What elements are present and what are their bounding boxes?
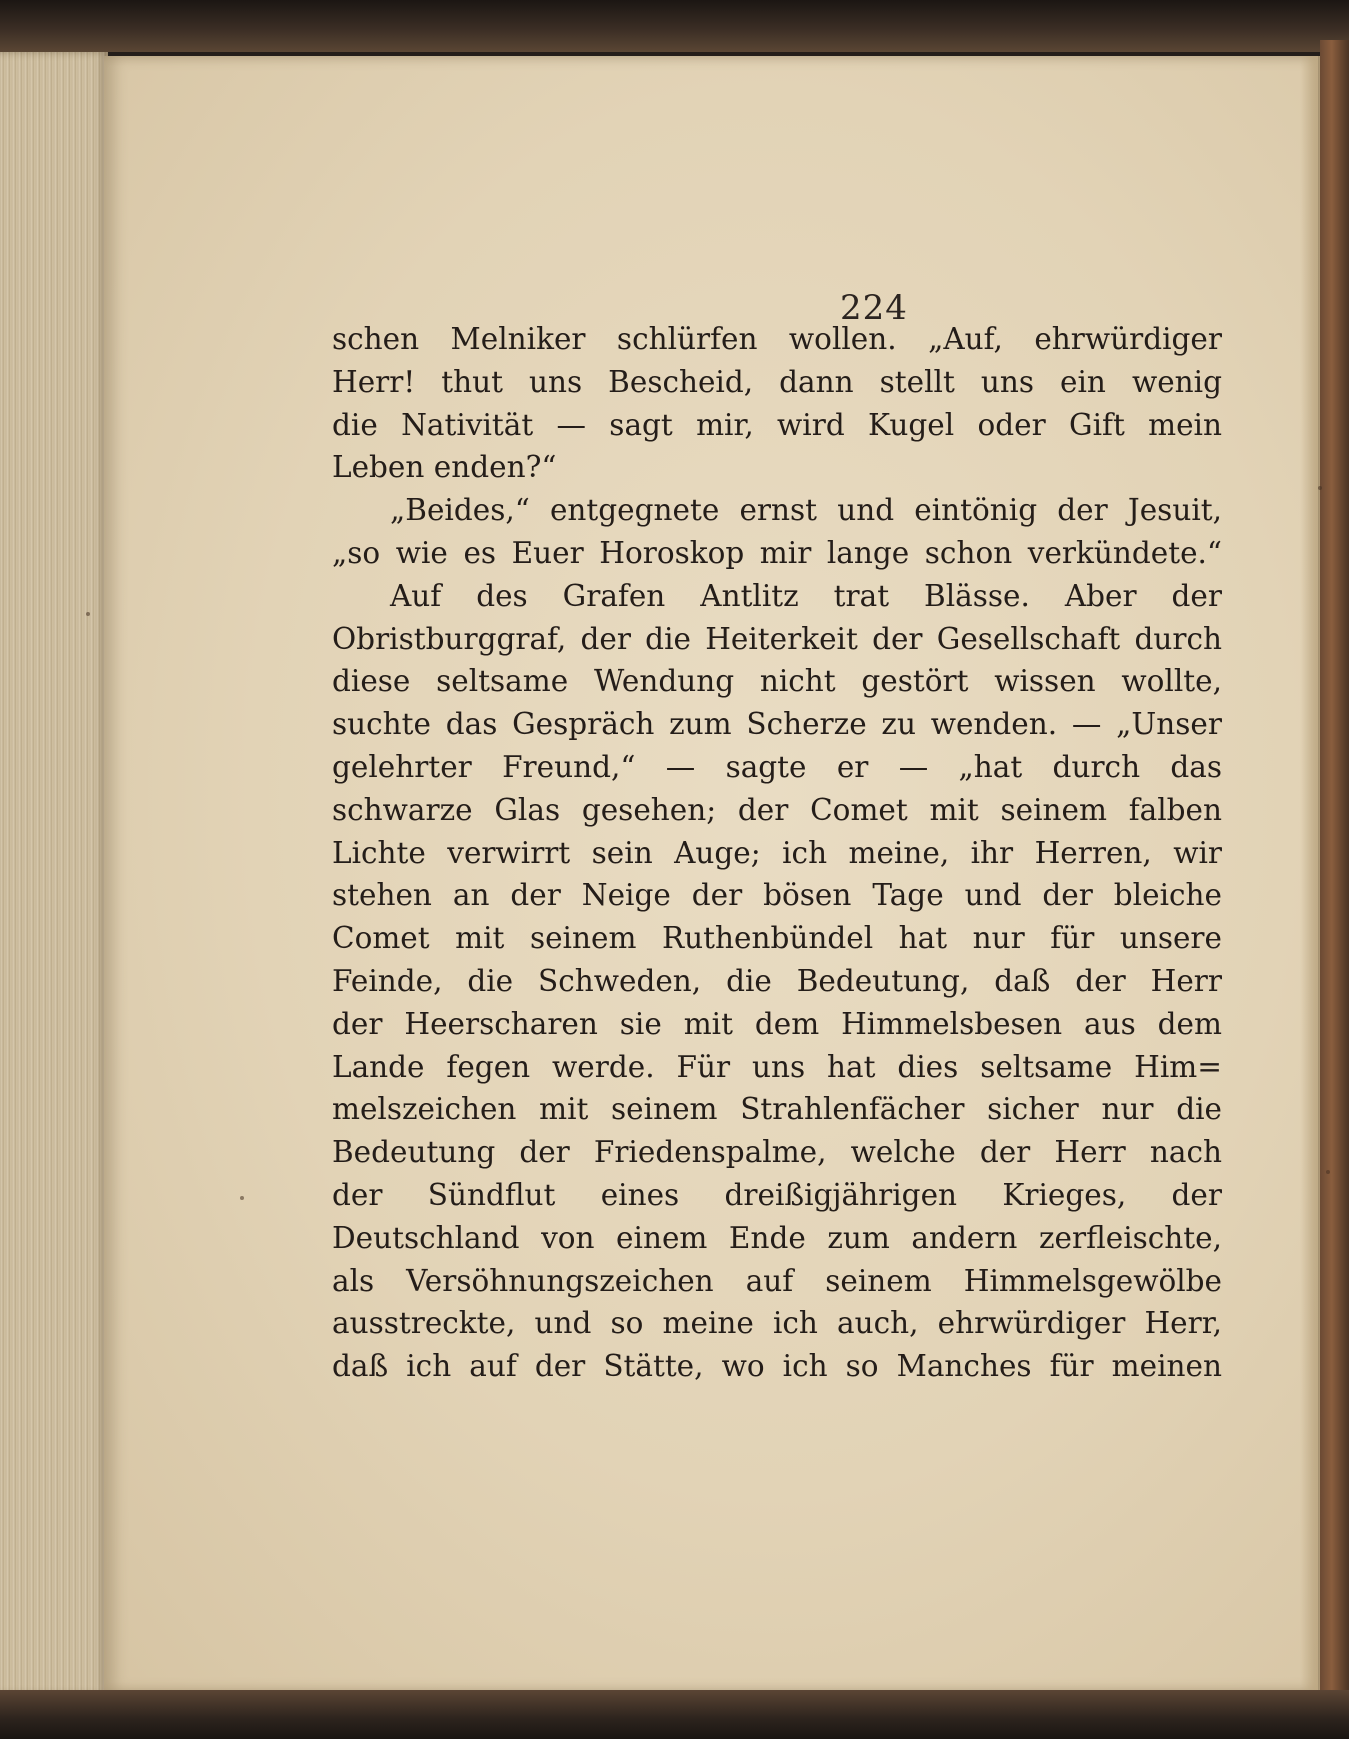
- text-line: der Sündflut eines dreißigjährigen Krieges, der: [332, 1177, 1222, 1212]
- text-line: der Heerscharen sie mit dem Himmelsbesen aus dem: [332, 1006, 1222, 1041]
- paper-spot: [86, 612, 90, 616]
- text-line: Lande fegen werde. Für uns hat dies seltsame Him=: [332, 1049, 1222, 1084]
- body-text: [332, 318, 1222, 1388]
- text-line: suchte das Gespräch zum Scherze zu wenden. — „Unser: [332, 707, 1222, 742]
- text-line: daß ich auf der Stätte, wo ich so Manches für meinen: [332, 1349, 1222, 1384]
- page-edges-stack: [0, 52, 108, 1694]
- page-gutter-right: [1300, 56, 1322, 1692]
- text-line: als Versöhnungszeichen auf seinem Himmelsgewölbe: [332, 1263, 1222, 1298]
- book-cover-right: [1320, 40, 1349, 1700]
- text-line: diese seltsame Wendung nicht gestört wissen wollte,: [332, 664, 1222, 699]
- text-line: melszeichen mit seinem Strahlenfächer sicher nur die: [332, 1092, 1222, 1127]
- text-line: schwarze Glas gesehen; der Comet mit seinem falben: [332, 792, 1222, 827]
- text-line: gelehrter Freund,“ — sagte er — „hat durch das: [332, 749, 1222, 784]
- text-line: „Beides,“ entgegnete ernst und eintönig der Jesuit,: [390, 493, 1222, 528]
- text-line: „so wie es Euer Horoskop mir lange schon verkündete.“: [332, 535, 1222, 570]
- paper-spot: [240, 1196, 244, 1200]
- text-line: Lichte verwirrt sein Auge; ich meine, ihr Herren, wir: [332, 835, 1222, 870]
- text-line: stehen an der Neige der bösen Tage und der bleiche: [332, 878, 1222, 913]
- paper-spot: [1318, 486, 1322, 490]
- text-line: Obristburggraf, der die Heiterkeit der Gesellschaft durch: [332, 621, 1222, 656]
- paper-spot: [1326, 1170, 1330, 1174]
- book-cover-bottom: [0, 1690, 1349, 1739]
- text-line: die Nativität — sagt mir, wird Kugel oder Gift mein: [332, 407, 1222, 442]
- page-number: 224: [840, 288, 908, 328]
- text-line: Herr! thut uns Bescheid, dann stellt uns ein wenig: [332, 364, 1222, 399]
- text-line: schen Melniker schlürfen wollen. „Auf, ehrwürdiger: [332, 322, 1222, 356]
- text-line: Comet mit seinem Ruthenbündel hat nur für unsere: [332, 921, 1222, 956]
- text-line: Leben enden?“: [332, 450, 557, 485]
- text-line: Auf des Grafen Antlitz trat Blässe. Aber der: [390, 578, 1222, 613]
- text-line: Feinde, die Schweden, die Bedeutung, daß der Herr: [332, 963, 1222, 998]
- text-line: ausstreckte, und so meine ich auch, ehrwürdiger Herr,: [332, 1306, 1222, 1341]
- book-cover-top: [0, 0, 1349, 52]
- text-line: Bedeutung der Friedenspalme, welche der Herr nach: [332, 1135, 1222, 1170]
- text-line: Deutschland von einem Ende zum andern zerfleischte,: [332, 1220, 1222, 1255]
